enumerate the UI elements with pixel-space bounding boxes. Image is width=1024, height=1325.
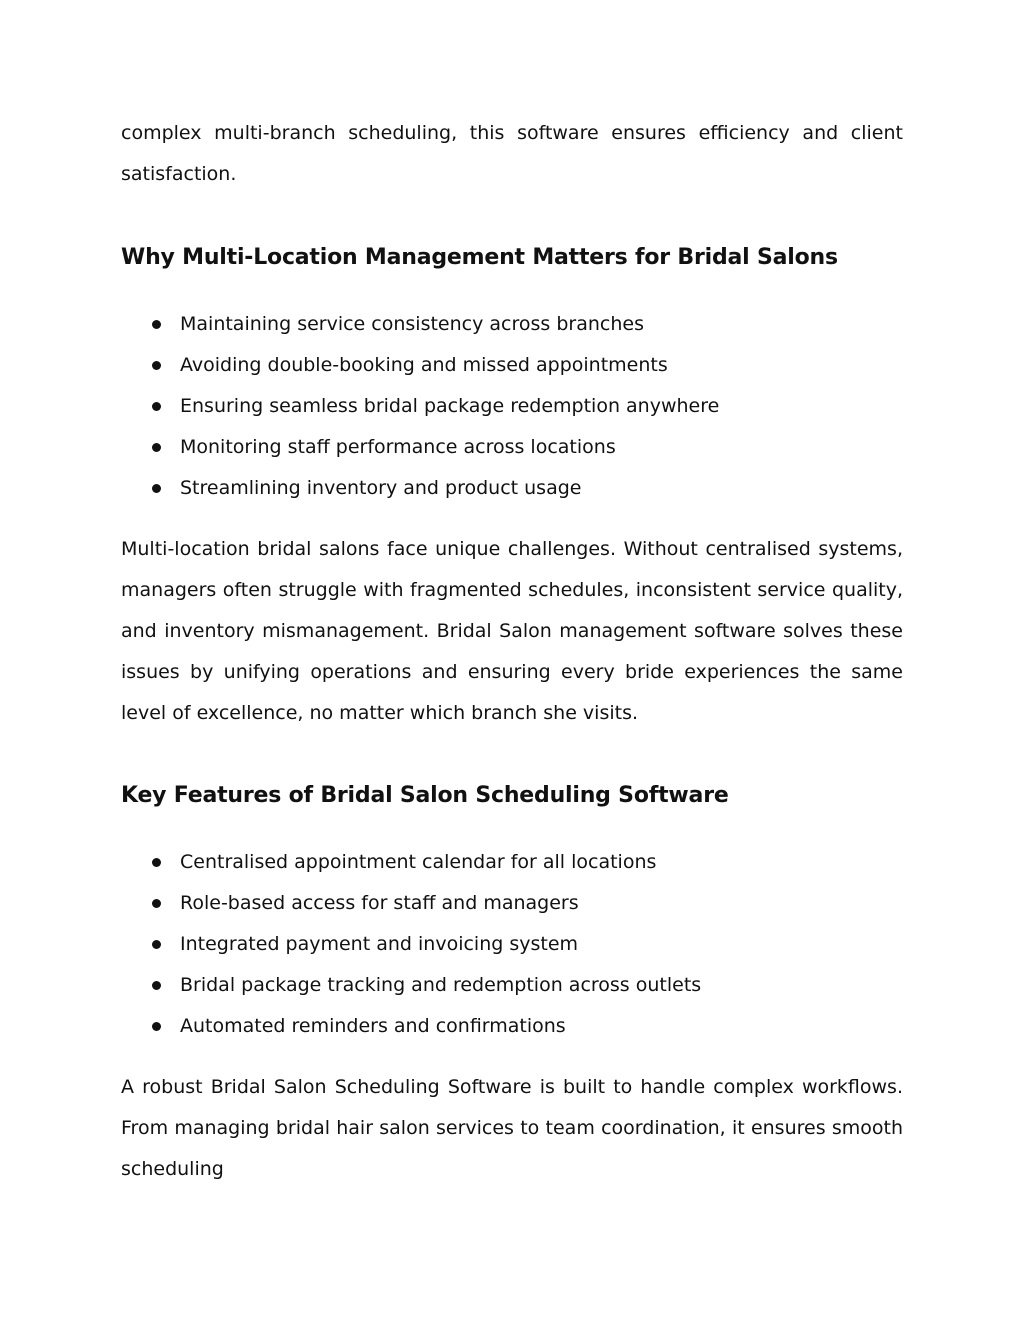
list-item-text: Bridal package tracking and redemption across outlets: [180, 974, 702, 996]
list-item: [121, 965, 903, 1006]
list-item: [121, 883, 903, 924]
multi-location-paragraph: Multi-location bridal salons face unique challenges. Without centralised systems, managers often struggle with fragmented schedules, inconsistent service quality, and inventory mismanagement. Bridal Salon management software solves these issues by unifying operations and ensuring every bride experiences the same level of excellence, no matter which branch she visits.: [121, 538, 903, 724]
bullet-dot-icon: [152, 1022, 161, 1031]
section-heading-multi-location: Why Multi-Location Management Matters for Bridal Salons: [121, 245, 838, 270]
list-item: [121, 924, 903, 965]
bullet-list-multi-location: [121, 304, 903, 509]
intro-paragraph: complex multi-branch scheduling, this software ensures efficiency and client satisfaction.: [121, 122, 903, 185]
list-item: [121, 345, 903, 386]
bullet-dot-icon: [152, 940, 161, 949]
list-item-text: Role-based access for staff and managers: [180, 892, 579, 914]
section-heading-key-features: Key Features of Bridal Salon Scheduling Software: [121, 783, 729, 808]
bullet-dot-icon: [152, 361, 161, 370]
bullet-list-key-features: [121, 842, 903, 1047]
bullet-dot-icon: [152, 402, 161, 411]
list-item: [121, 1006, 903, 1047]
bullet-dot-icon: [152, 858, 161, 867]
bullet-dot-icon: [152, 981, 161, 990]
bullet-dot-icon: [152, 443, 161, 452]
list-item-text: Monitoring staff performance across locations: [180, 436, 616, 458]
list-item: [121, 386, 903, 427]
list-item-text: Centralised appointment calendar for all locations: [180, 851, 657, 873]
list-item-text: Avoiding double-booking and missed appointments: [180, 354, 668, 376]
bullet-dot-icon: [152, 899, 161, 908]
list-item-text: Integrated payment and invoicing system: [180, 933, 579, 955]
list-item-text: Automated reminders and confirmations: [180, 1015, 566, 1037]
key-features-paragraph: A robust Bridal Salon Scheduling Software is built to handle complex workflows. From managing bridal hair salon services to team coordination, it ensures smooth scheduling: [121, 1076, 903, 1180]
document-page: [121, 113, 903, 1190]
list-item: [121, 842, 903, 883]
list-item: [121, 468, 903, 509]
bullet-dot-icon: [152, 484, 161, 493]
list-item: [121, 427, 903, 468]
bullet-dot-icon: [152, 320, 161, 329]
list-item: [121, 304, 903, 345]
list-item-text: Streamlining inventory and product usage: [180, 477, 582, 499]
list-item-text: Ensuring seamless bridal package redemption anywhere: [180, 395, 720, 417]
list-item-text: Maintaining service consistency across branches: [180, 313, 644, 335]
